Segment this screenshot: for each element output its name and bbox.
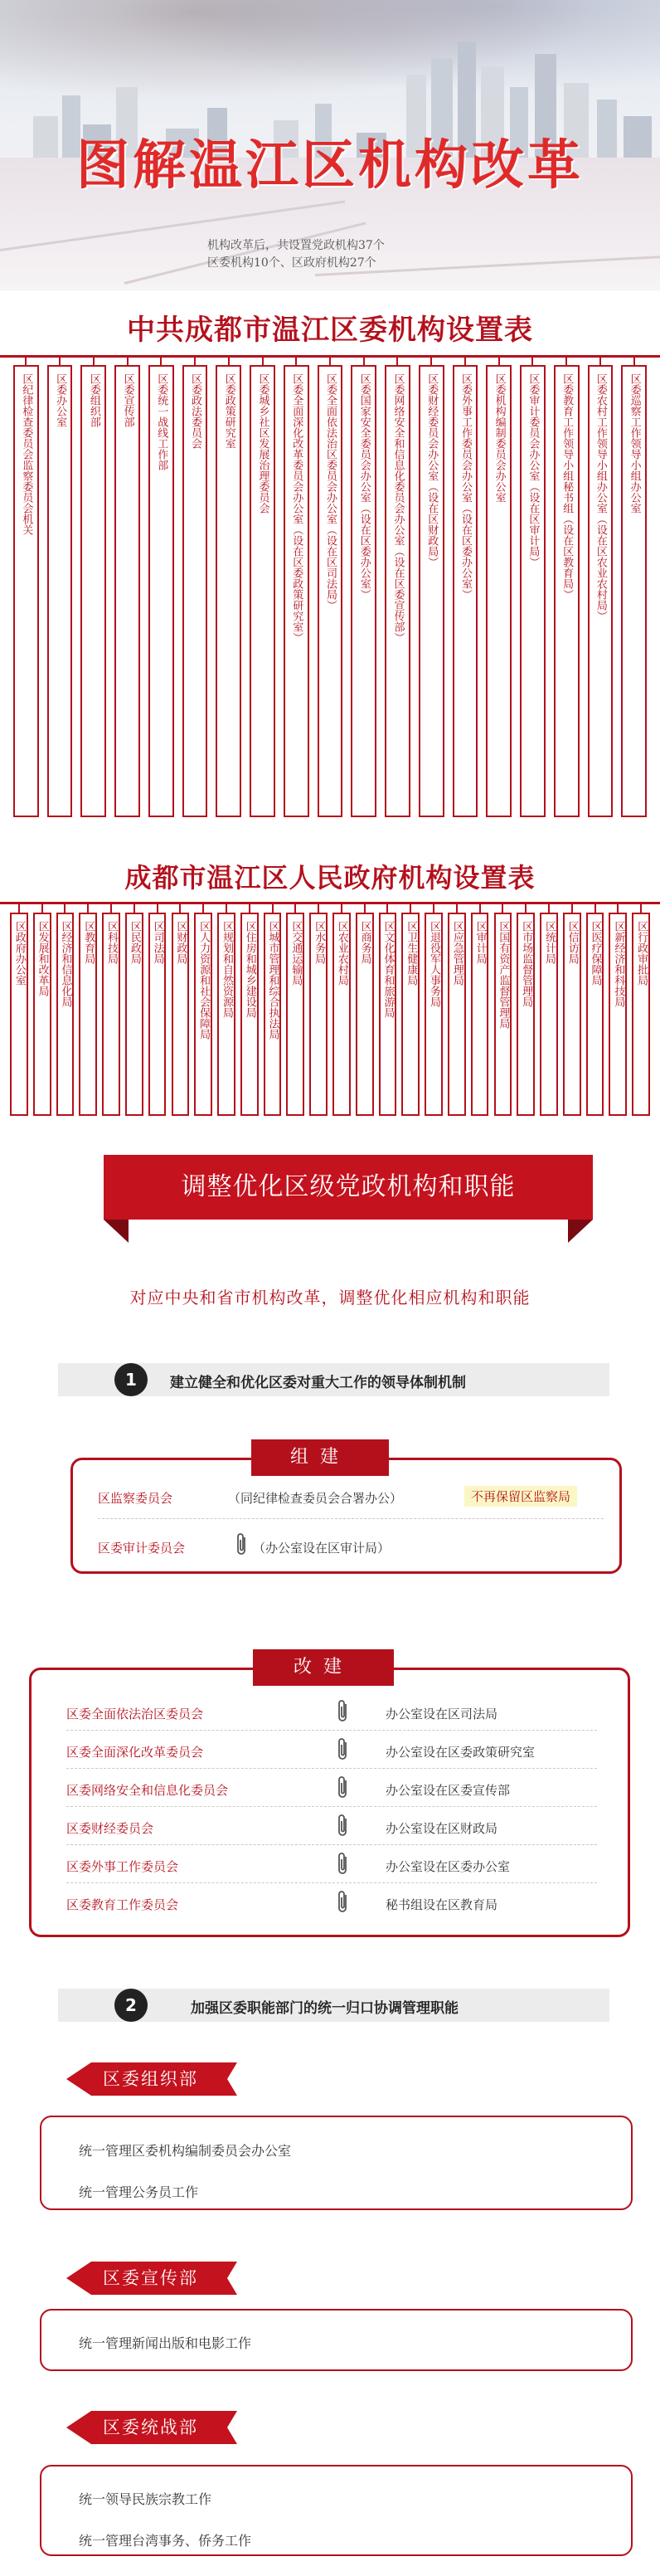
build-divider [98,1518,604,1519]
build-row-1-note: （同纪律检查委员会合署办公） [228,1491,403,1506]
table-connector [25,358,27,365]
org-unit-name: 区委政法委员会 [189,373,202,449]
org-unit-column [264,913,282,1116]
org-unit-column [80,365,106,817]
org-unit-name: 区委组织部 [87,373,100,427]
reform-row-note: 办公室设在区委政策研究室 [386,1745,536,1760]
table-connector [179,904,181,913]
reform-divider [66,1882,597,1883]
reform-divider [66,1730,597,1731]
org-unit-name: 区教育局 [82,921,95,964]
table-connector [41,904,43,913]
org-unit-name: 区退役军人事务局 [428,921,441,1007]
org-unit-column [621,365,647,817]
reform-divider [66,1768,597,1769]
org-unit-name: 区委统一战线工作部 [155,373,168,470]
org-unit-name: 区人力资源和社会保障局 [197,921,211,1040]
org-unit-column [609,913,627,1116]
org-unit-column [194,913,212,1116]
org-unit-name: 区统计局 [542,921,556,964]
table-connector [525,904,527,913]
org-unit-column [318,365,343,817]
table-connector [341,904,342,913]
reform-row-name: 区委外事工作委员会 [66,1859,179,1874]
table-connector [127,358,129,365]
org-unit-name: 区应急管理局 [450,921,463,986]
reform-row-note: 办公室设在区财政局 [386,1821,498,1836]
table-connector [502,904,503,913]
table-connector [479,904,481,913]
org-unit-name: 区医疗保障局 [589,921,602,986]
build-tag: 组建 [251,1439,389,1476]
org-unit-name: 区行政审批局 [635,921,648,986]
group-1-tag: 区委组织部 [91,2062,227,2096]
org-unit-name: 区委国家安全委员会办公室（设在区委办公室） [357,373,371,600]
reform-row-name: 区委网络安全和信息化委员会 [66,1783,229,1798]
org-unit-column [10,913,28,1116]
hero-subtitle-2: 区委机构10个、区政府机构27个 [207,256,376,270]
table-connector [410,904,411,913]
banner-description: 对应中央和省市机构改革，调整优化相应机构和职能 [129,1288,531,1307]
org-unit-name: 区新经济和科技局 [612,921,625,1007]
org-unit-name: 区司法局 [151,921,164,964]
table-connector [571,904,573,913]
table-connector [133,904,135,913]
org-unit-column [554,365,580,817]
org-unit-column [56,913,75,1116]
org-unit-name: 区国有资产监督管理局 [497,921,510,1029]
hero-sky [0,0,660,116]
paperclip-icon [336,1814,351,1838]
reform-row-note: 秘书组设在区教育局 [386,1897,498,1912]
build-row-2-name: 区委审计委员会 [98,1541,186,1556]
banner-fold-right [568,1220,593,1243]
table-connector [262,358,264,365]
org-unit-name: 区科技局 [105,921,119,964]
section-banner [104,1155,593,1220]
table-connector [599,358,601,365]
org-unit-name: 区委财经委员会办公室（设在区财政局） [425,373,439,567]
table-connector [157,904,158,913]
org-unit-column [588,365,614,817]
table-connector [226,904,227,913]
org-unit-name: 区信访局 [565,921,579,964]
table-connector [565,358,567,365]
table-connector [531,358,533,365]
build-row-1-extra: 不再保留区监察局 [464,1486,577,1507]
table-connector [93,358,95,365]
reform-divider [66,1844,597,1845]
paperclip-icon [235,1532,250,1557]
table-connector [318,904,319,913]
org-unit-name: 区委外事工作委员会办公室（设在区委办公室） [459,373,472,600]
paperclip-icon [336,1852,351,1877]
org-unit-column [385,365,410,817]
table-connector [548,904,550,913]
build-row-1-name: 区监察委员会 [98,1491,173,1506]
org-unit-column [332,913,351,1116]
table-connector [160,358,162,365]
org-unit-column [425,913,443,1116]
table-connector [640,904,642,913]
build-row-2-note: （办公室设在区审计局） [253,1541,391,1556]
reform-row-name: 区委财经委员会 [66,1821,154,1836]
group-3-line-1: 统一领导民族宗教工作 [79,2491,212,2507]
org-unit-name: 区委全面深化改革委员会办公室（设在区委政策研究室） [290,373,303,643]
org-unit-name: 区纪律检查委员会监察委员会机关 [20,373,33,535]
org-unit-column [250,365,275,817]
org-unit-column [494,913,512,1116]
org-unit-column [356,913,374,1116]
org-unit-column [125,913,143,1116]
org-unit-name: 区发展和改革局 [36,921,49,996]
table-connector [59,358,61,365]
org-unit-column [182,365,208,817]
table-connector [194,358,196,365]
group-1-line-2: 统一管理公务员工作 [79,2184,199,2200]
org-unit-name: 区委机构编制委员会办公室 [493,373,506,503]
org-unit-name: 区交通运输局 [289,921,303,986]
section2-title: 加强区委职能部门的统一归口协调管理职能 [191,2000,459,2017]
org-unit-name: 区财政局 [174,921,187,964]
reform-tag: 改建 [253,1649,394,1686]
group-2-tag: 区委宣传部 [91,2262,227,2295]
table-connector [433,904,434,913]
table-connector [64,904,66,913]
paperclip-icon [336,1699,351,1724]
org-unit-column [148,365,174,817]
banner-title: 调整优化区级党政机构和职能 [181,1172,516,1201]
section1-number: 1 [114,1363,148,1396]
org-unit-name: 区商务局 [358,921,371,964]
table-connector [386,904,388,913]
org-unit-name: 区文化体育和旅游局 [381,921,395,1018]
reform-row-note: 办公室设在区司法局 [386,1707,498,1721]
org-unit-column [217,913,235,1116]
org-unit-column [79,913,97,1116]
org-unit-column [453,365,478,817]
org-unit-name: 区住房和城乡建设局 [243,921,256,1018]
paperclip-icon [336,1775,351,1800]
table-connector [294,904,296,913]
group-2-line-1: 统一管理新闻出版和电影工作 [79,2335,252,2351]
paperclip-icon [336,1737,351,1762]
org-unit-name: 区规划和自然资源局 [220,921,233,1018]
gov-table-topline [0,902,660,904]
party-table-title: 中共成都市温江区委机构设置表 [127,314,533,347]
org-unit-column [13,365,39,817]
org-unit-name: 区委审计委员会办公室（设在区审计局） [527,373,540,567]
gov-table-title: 成都市温江区人民政府机构设置表 [124,862,536,894]
group-1-line-1: 统一管理区委机构编制委员会办公室 [79,2143,292,2159]
reform-row-name: 区委全面深化改革委员会 [66,1745,204,1760]
org-unit-name: 区委城乡社区发展治理委员会 [256,373,269,514]
org-unit-column [47,365,73,817]
group-3-tag: 区委统战部 [91,2411,227,2444]
org-unit-name: 区委教育工作领导小组秘书组（设在区教育局） [561,373,574,600]
org-unit-column [102,913,120,1116]
table-connector [272,904,274,913]
org-unit-name: 区委网络安全和信息化委员会办公室（设在区委宣传部） [391,373,405,643]
group-3-line-2: 统一管理台湾事务、侨务工作 [79,2533,252,2549]
org-unit-name: 区农业农村局 [335,921,348,986]
reform-row-name: 区委全面依法治区委员会 [66,1707,204,1721]
table-connector [498,358,500,365]
table-connector [430,358,432,365]
table-connector [228,358,230,365]
table-connector [364,904,366,913]
org-unit-column [284,365,309,817]
section1-title: 建立健全和优化区委对重大工作的领导体制机制 [170,1375,466,1391]
reform-row-name: 区委教育工作委员会 [66,1897,179,1912]
org-unit-column [563,913,581,1116]
org-unit-column [172,913,190,1116]
org-unit-column [486,365,512,817]
org-unit-name: 区委宣传部 [121,373,134,427]
org-unit-column [586,913,604,1116]
table-connector [329,358,331,365]
table-connector [464,358,466,365]
reform-row-note: 办公室设在区委宣传部 [386,1783,511,1798]
table-connector [87,904,89,913]
org-unit-column [401,913,420,1116]
hero-title: 图解温江区机构改革 [76,135,584,197]
table-connector [295,358,297,365]
org-unit-column [379,913,397,1116]
reform-row-note: 办公室设在区委办公室 [386,1859,511,1874]
table-connector [249,904,250,913]
org-unit-column [114,365,140,817]
org-unit-column [632,913,650,1116]
org-unit-name: 区经济和信息化局 [59,921,72,1007]
org-unit-name: 区城市管理和综合执法局 [266,921,279,1040]
paperclip-icon [336,1890,351,1915]
org-unit-name: 区市场监督管理局 [520,921,533,1007]
org-unit-name: 区委办公室 [54,373,67,427]
org-unit-column [351,365,376,817]
table-connector [456,904,458,913]
hero-banner [0,0,660,290]
org-unit-column [517,913,535,1116]
reform-divider [66,1806,597,1807]
section2-number: 2 [114,1989,148,2022]
org-unit-column [240,913,259,1116]
org-unit-column [286,913,304,1116]
table-connector [633,358,635,365]
org-unit-column [448,913,466,1116]
org-unit-column [540,913,558,1116]
table-connector [617,904,619,913]
org-unit-column [148,913,167,1116]
org-unit-column [216,365,241,817]
org-unit-name: 区委政策研究室 [222,373,235,449]
banner-fold-left [104,1220,129,1243]
org-unit-name: 区卫生健康局 [405,921,418,986]
org-unit-name: 区委巡察工作领导小组办公室 [628,373,641,514]
org-unit-name: 区民政局 [128,921,141,964]
table-connector [18,904,20,913]
org-unit-name: 区政府办公室 [12,921,26,986]
org-unit-name: 区委农村工作领导小组办公室（设在区农业农村局） [594,373,607,621]
org-unit-column [309,913,328,1116]
table-connector [396,358,398,365]
org-unit-name: 区审计局 [473,921,487,964]
table-connector [202,904,204,913]
org-unit-column [471,913,489,1116]
table-connector [363,358,365,365]
org-unit-name: 区水务局 [313,921,326,964]
hero-subtitle-1: 机构改革后，共设置党政机构37个 [207,239,385,252]
org-unit-column [520,365,546,817]
org-unit-column [419,365,444,817]
org-unit-column [33,913,51,1116]
table-connector [110,904,112,913]
org-unit-name: 区委全面依法治区委员会办公室（设在区司法局） [323,373,337,611]
table-connector [594,904,596,913]
